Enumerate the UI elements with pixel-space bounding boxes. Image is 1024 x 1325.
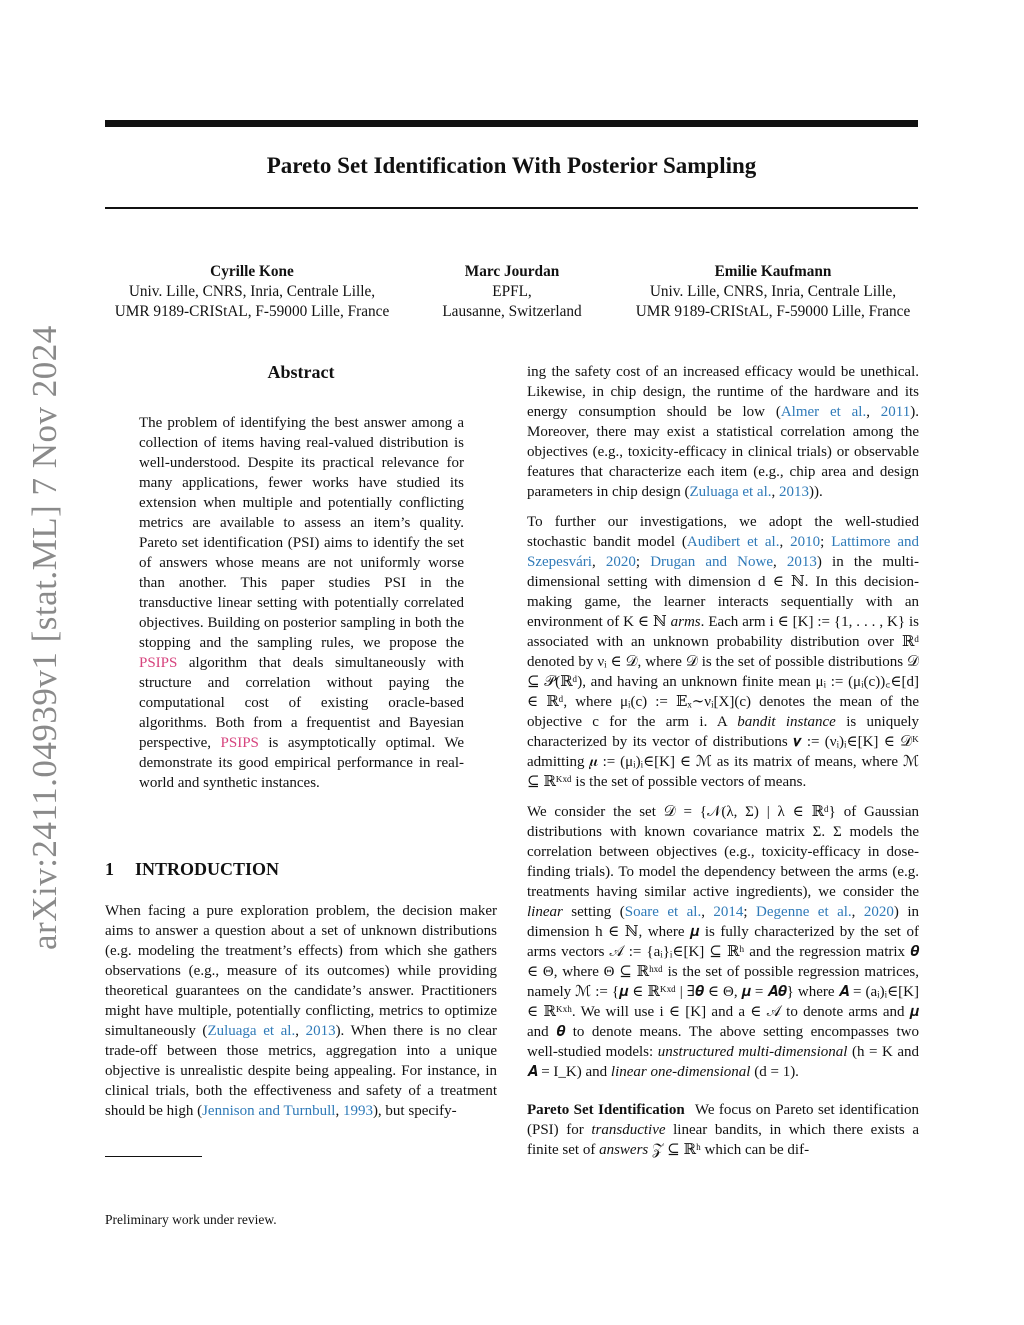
paragraph: We consider the set 𝒟 = {𝒩(λ, Σ) | λ ∈ ℝᵈ} of Gaussian distributions with known covariance matrix Σ. Σ models the correlation between objectives (e.g., toxicity-efficacy in dose-finding trials). To model the dependency between the arms (e.g. treatments having similar active ingredients), we consider the linear setting (Soare et al., 2014; Degenne et al., 2020) in dimension h ∈ ℕ, where 𝝁 is fully characterized by the set of arms vectors 𝒜 := {aᵢ}ᵢ∈[K] ⊆ ℝʰ and the regression matrix 𝜽 ∈ Θ, where Θ ⊆ ℝʰˣᵈ is the set of possible regression matrices, namely ℳ := {𝝁 ∈ ℝᴷˣᵈ | ∃𝜽 ∈ Θ, 𝝁 = 𝑨𝜽} where 𝑨 = (aᵢ)ᵢ∈[K] ∈ ℝᴷˣʰ. We will use i ∈ [K] and a ∈ 𝒜 to denote arms and 𝝁 and 𝜽 to denote means. The above setting encompasses two well-studied models: unstructured multi-dimensional (h = K and 𝑨 = I_K) and linear one-dimensional (d = 1). [527, 804, 919, 1080]
author-affiliation-line: EPFL, [492, 283, 532, 300]
author-1 [90, 262, 414, 322]
author-name: Cyrille Kone [210, 263, 294, 280]
arxiv-identifier-text: arXiv:2411.04939v1 [stat.ML] 7 Nov 2024 [25, 325, 64, 950]
citation-year-link[interactable]: 2013 [779, 484, 809, 500]
author-2 [414, 262, 610, 322]
section-number: 1 [105, 859, 114, 879]
citation-year-link[interactable]: 2013 [786, 554, 817, 570]
citation-link[interactable]: Zuluaga et al. [689, 484, 772, 500]
citation-link[interactable]: Jennison and Turnbull [202, 1103, 336, 1119]
citation-year-link[interactable]: 2010 [790, 534, 821, 550]
title-top-rule [105, 120, 918, 127]
paragraph: To further our investigations, we adopt the well-studied stochastic bandit model (Audibert et al., 2010; Lattimore and Szepesvári, 2020; Drugan and Nowe, 2013) in the multi-dimensional setting with dimension d ∈ ℕ. In this decision-making game, the learner interacts sequentially with an environment of K ∈ ℕ arms. Each arm i ∈ [K] := {1, . . . , K} is associated with an unknown probability distribution over ℝᵈ denoted by νᵢ ∈ 𝒟, where 𝒟 is the set of possible distributions 𝒟 ⊆ 𝒫(ℝᵈ), and having an unknown finite mean μᵢ := (μᵢ(c))꜀∈[d] ∈ ℝᵈ, where μᵢ(c) := 𝔼ₓ∼νᵢ[X](c) denotes the mean of the objective c for the arm i. A bandit instance is uniquely characterized by its vector of distributions 𝝂 := (νᵢ)ᵢ∈[K] ∈ 𝒟ᴷ admitting 𝝁 := (μᵢ)ᵢ∈[K] ∈ ℳ as its matrix of means, where ℳ ⊆ ℝᴷˣᵈ is the set of possible vectors of means. [527, 514, 920, 790]
psips-link[interactable]: PSIPS [220, 735, 259, 751]
citation-year-link[interactable]: 2014 [713, 904, 744, 920]
citation-link[interactable]: Drugan and Nowe [650, 554, 773, 570]
citation-year-link[interactable]: 1993 [342, 1103, 373, 1119]
citation-link[interactable]: Almer et al. [780, 404, 867, 420]
author-3 [610, 262, 936, 322]
paragraph: Pareto Set Identification We focus on Pareto set identification (PSI) for transductive linear bandits, in which there exists a finite set of answers 𝒵 ⊆ ℝʰ which can be dif- [527, 1102, 920, 1158]
citation-year-link[interactable]: 2011 [880, 404, 911, 420]
arxiv-identifier-stamp [14, 325, 76, 950]
citation-year-link[interactable]: 2020 [605, 554, 636, 570]
citation-link[interactable]: Zuluaga et al. [207, 1023, 296, 1039]
abstract-heading: Abstract [267, 362, 335, 382]
author-affiliation-line: Univ. Lille, CNRS, Inria, Centrale Lille, [649, 283, 897, 300]
citation-year-link[interactable]: 2013 [305, 1023, 336, 1039]
author-block [90, 262, 936, 328]
paragraph-runin-heading: Pareto Set Identification [527, 1102, 685, 1118]
author-name: Marc Jourdan [464, 263, 560, 280]
author-affiliation-line: UMR 9189-CRIStAL, F-59000 Lille, France [635, 303, 911, 320]
author-affiliation-line: Lausanne, Switzerland [442, 303, 582, 320]
citation-year-link[interactable]: 2020 [863, 904, 894, 920]
citation-link[interactable]: Lattimore and Szepesvári [527, 534, 919, 570]
author-affiliation-line: UMR 9189-CRIStAL, F-59000 Lille, France [114, 303, 390, 320]
citation-link[interactable]: Audibert et al. [686, 534, 780, 550]
paper-title: Pareto Set Identification With Posterior Sampling [266, 153, 757, 178]
section-title: INTRODUCTION [135, 859, 280, 879]
author-name: Emilie Kaufmann [714, 263, 832, 280]
citation-link[interactable]: Degenne et al. [756, 904, 852, 920]
title-bottom-rule [105, 207, 918, 209]
footnote: Preliminary work under review. [105, 1212, 277, 1227]
psips-link[interactable]: PSIPS [139, 655, 178, 671]
author-affiliation-line: Univ. Lille, CNRS, Inria, Centrale Lille, [128, 283, 376, 300]
footnote-rule [105, 1156, 202, 1157]
introduction-paragraph: When facing a pure exploration problem, the decision maker aims to answer a question about a set of unknown distributions (e.g. modeling the treatment’s effects) from which she gathers observations (e.g., measure of its outcomes) while providing theoretical guarantees on the candidate’s answer. Practitioners might have multiple, potentially conflicting, metrics to optimize simultaneously (Zuluaga et al., 2013). When there is no clear trade-off between those metrics, aggregation into a unique objective is unrealistic despite being appealing. For instance, in clinical trials, both the effectiveness and safety of a treatment should be high (Jennison and Turnbull, 1993), but specify- [105, 903, 498, 1119]
section-heading-introduction [105, 857, 497, 881]
right-column [527, 362, 919, 1170]
abstract-text: The problem of identifying the best answer among a collection of items having real-valued distribution is well-understood. Despite its practical relevance for many applications, fewer works have studied its extension when multiple and potentially conflicting metrics are available to assess an item’s quality. Pareto set identification (PSI) aims to identify the set of answers whose means are not uniformly worse than another. This paper studies PSI in the transductive linear setting with potentially correlated objectives. Building on posterior sampling in both the stopping and the sampling rules, we propose the PSIPS algorithm that deals simultaneously with structure and correlation without paying the computational cost of existing oracle-based algorithms. Both from a frequentist and Bayesian perspective, PSIPS is asymptotically optimal. We demonstrate its good empirical performance in real-world and synthetic instances. [139, 415, 465, 791]
citation-link[interactable]: Soare et al. [624, 904, 702, 920]
paragraph: ing the safety cost of an increased efficacy would be unethical. Likewise, in chip design, the runtime of the hardware and its energy consumption should be low (Almer et al., 2011). Moreover, there may exist a statistical correlation among the objectives (e.g., toxicity-efficacy in clinical trials) or observable features that characterize each item (e.g., chip area and design parameters in chip design (Zuluaga et al., 2013)). [527, 364, 919, 500]
